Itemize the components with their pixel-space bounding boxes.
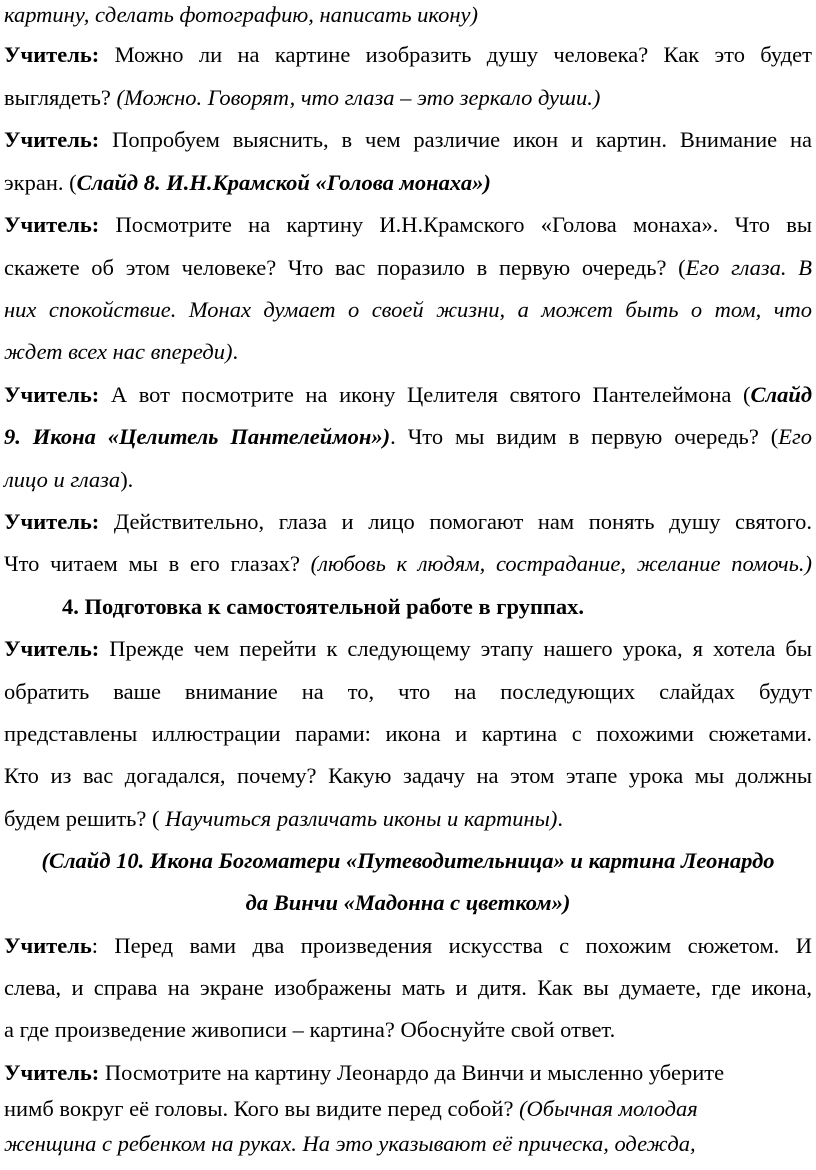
italic-text: женщина с ребенком на руках. На это указывают её прическа, одежда,: [4, 1131, 696, 1156]
text-line: [4, 1129, 812, 1159]
speaker-label: Учитель:: [4, 636, 100, 661]
text-line: [4, 888, 812, 918]
text-line: [4, 1094, 812, 1124]
italic-text: Научиться различать иконы и картины): [165, 806, 558, 831]
text-line: [4, 422, 812, 452]
text-line: [4, 1058, 812, 1088]
text-line: [4, 168, 812, 198]
text-span: Действительно, глаза и лицо помогают нам понять душу святого.: [99, 509, 812, 534]
text-line: [62, 592, 762, 622]
italic-text: них спокойствие. Монах думает о своей жизни, а может быть о том, что: [4, 297, 812, 322]
text-line: [4, 846, 812, 876]
text-span: выглядеть?: [4, 85, 117, 110]
text-line: [4, 125, 812, 155]
text-line: [4, 0, 812, 30]
speaker-label: Учитель:: [4, 1060, 100, 1085]
text-line: [4, 1015, 812, 1045]
italic-text: 9. Икона «Целитель Пантелеймон»): [4, 424, 391, 449]
text-line: [4, 677, 812, 707]
text-line: [4, 549, 812, 579]
text-span: скажете об этом человеке? Что вас поразило в первую очередь? (: [4, 255, 686, 280]
text-span: Что читаем мы в его глазах?: [4, 551, 311, 576]
text-span: Можно ли на картине изобразить душу человека? Как это будет: [99, 42, 812, 67]
italic-text: (любовь к людям, сострадание, желание помочь.): [310, 551, 812, 576]
text-line: [4, 83, 812, 113]
text-line: [4, 973, 812, 1003]
speaker-label: Учитель:: [4, 127, 100, 152]
text-line: [4, 931, 812, 961]
speaker-label: 4. Подготовка к самостоятельной работе в группах.: [62, 594, 585, 619]
italic-text: Его глаза. В: [685, 255, 812, 280]
text-span: нимб вокруг её головы. Кого вы видите перед собой?: [4, 1096, 520, 1121]
text-span: Прежде чем перейти к следующему этапу нашего урока, я хотела бы: [99, 636, 812, 661]
speaker-label: Учитель:: [4, 212, 100, 237]
text-line: [4, 719, 812, 749]
text-span: экран. (: [4, 170, 77, 195]
italic-text: картину, сделать фотографию, написать икону): [4, 2, 478, 27]
text-span: а где произведение живописи – картина? Обоснуйте свой ответ.: [4, 1017, 616, 1042]
italic-text: (Слайд 10. Икона Богоматери «Путеводительница» и картина Леонардо: [41, 848, 775, 873]
text-line: [4, 804, 812, 834]
text-span: будем решить? (: [4, 806, 166, 831]
text-line: [4, 210, 812, 240]
italic-text: ждет всех нас впереди): [4, 339, 233, 364]
italic-text: да Винчи «Мадонна с цветком»): [245, 890, 571, 915]
text-span: А вот посмотрите на икону Целителя святого Пантелеймона (: [99, 382, 751, 407]
text-span: Посмотрите на картину Леонардо да Винчи и мысленно уберите: [99, 1060, 725, 1085]
text-line: [4, 253, 812, 283]
text-span: представлены иллюстрации парами: икона и картина с похожими сюжетами.: [4, 721, 812, 746]
text-span: . Что мы видим в первую очередь? (: [390, 424, 779, 449]
text-span: обратить ваше внимание на то, что на последующих слайдах будут: [4, 679, 812, 704]
text-line: [4, 465, 812, 495]
text-span: Попробуем выяснить, в чем различие икон и картин. Внимание на: [99, 127, 812, 152]
text-span: слева, и справа на экране изображены мать и дитя. Как вы думаете, где икона,: [4, 975, 812, 1000]
text-line: [4, 40, 812, 70]
text-line: [4, 337, 812, 367]
text-line: [4, 295, 812, 325]
italic-text: (Обычная молодая: [519, 1096, 698, 1121]
text-span: Посмотрите на картину И.Н.Крамского «Голова монаха». Что вы: [99, 212, 812, 237]
text-line: [4, 507, 812, 537]
italic-text: лицо и глаза: [4, 467, 121, 492]
italic-text: (Можно. Говорят, что глаза – это зеркало души.): [116, 85, 601, 110]
speaker-label: Учитель:: [4, 509, 100, 534]
text-span: Кто из вас догадался, почему? Какую задачу на этом этапе урока мы должны: [4, 763, 812, 788]
text-line: [4, 380, 812, 410]
italic-text: Слайд: [750, 382, 812, 407]
speaker-label: Учитель:: [4, 42, 100, 67]
speaker-label: Учитель:: [4, 382, 100, 407]
italic-text: Слайд 8. И.Н.Крамской «Голова монаха»): [76, 170, 491, 195]
text-span: ).: [120, 467, 134, 492]
text-span: .: [232, 339, 239, 364]
text-span: .: [557, 806, 564, 831]
italic-text: Его: [778, 424, 812, 449]
text-line: [4, 761, 812, 791]
speaker-label: Учитель: [4, 933, 92, 958]
text-span: : Перед вами два произведения искусства с похожим сюжетом. И: [91, 933, 812, 958]
text-line: [4, 634, 812, 664]
